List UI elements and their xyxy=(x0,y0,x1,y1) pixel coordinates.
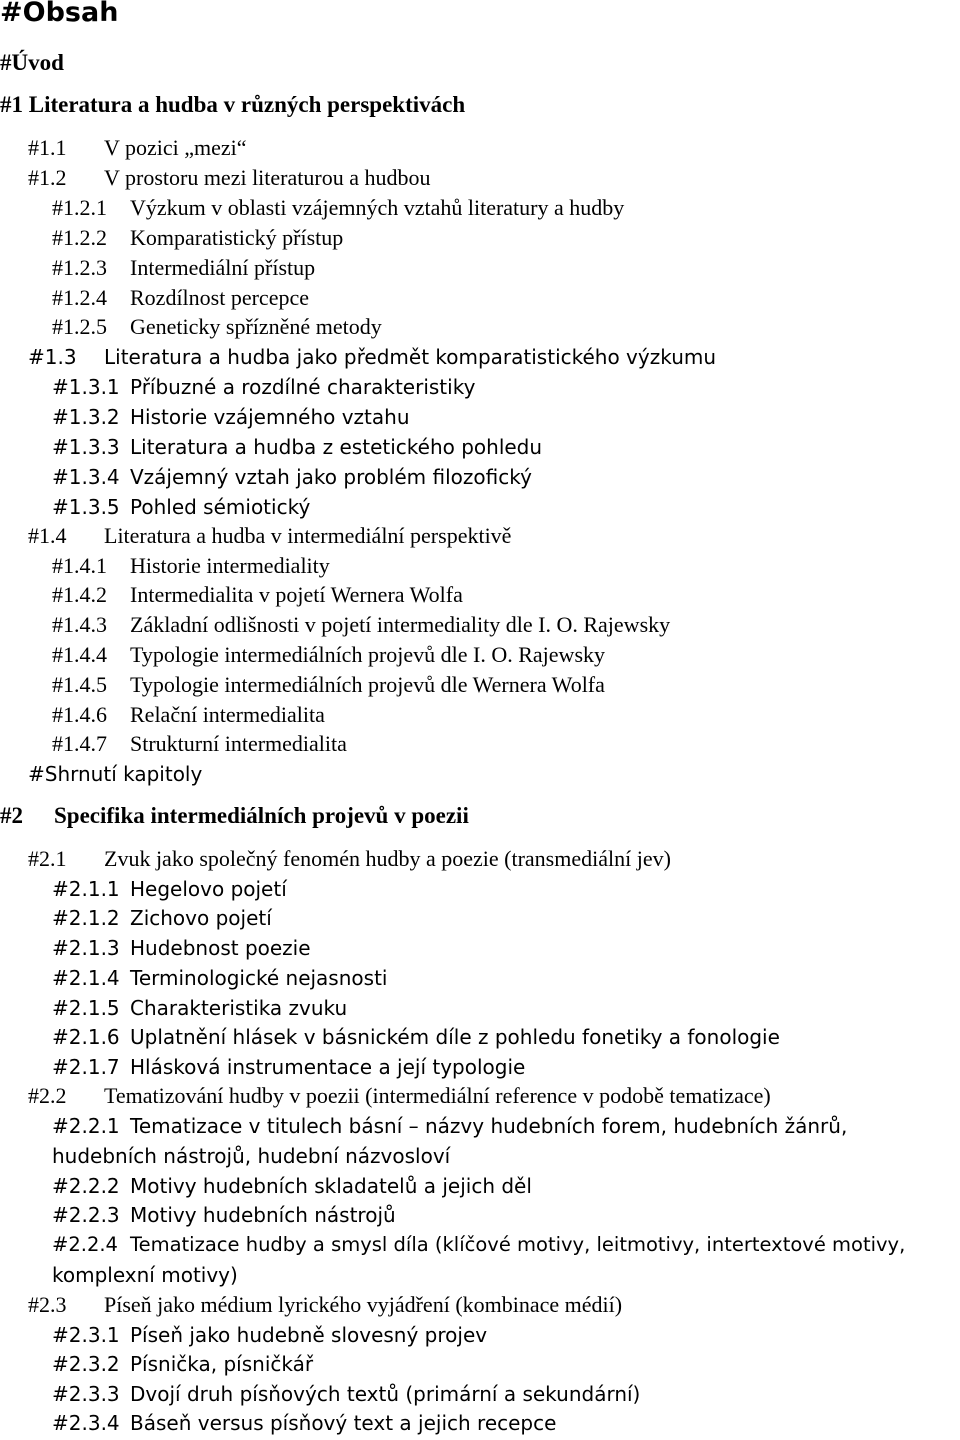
toc-item[interactable] xyxy=(52,432,542,462)
toc-item-number: #2.2 xyxy=(28,1083,67,1108)
toc-item[interactable] xyxy=(52,1230,905,1260)
toc-item[interactable] xyxy=(52,1320,487,1350)
toc-item-number: #1.3.3 xyxy=(52,435,120,459)
toc-item-number: #1.2.2 xyxy=(52,225,107,250)
toc-item-number: #1.3.5 xyxy=(52,495,120,519)
toc-item[interactable] xyxy=(52,1408,556,1438)
toc-item[interactable] xyxy=(52,283,309,313)
toc-item-label: Motivy hudebních skladatelů a jejich děl xyxy=(130,1174,532,1198)
toc-item-label: Tematizace v titulech básní – názvy hudebních forem, hudebních žánrů, xyxy=(130,1114,848,1138)
toc-item-number: #1.2.1 xyxy=(52,195,107,220)
toc-item-number: #2.2.3 xyxy=(52,1203,120,1227)
toc-item-number: #1.2.4 xyxy=(52,285,107,310)
toc-item-label: Historie intermediality xyxy=(130,553,330,578)
toc-item[interactable] xyxy=(52,670,605,700)
toc-item-label: Typologie intermediálních projevů dle Wernera Wolfa xyxy=(130,672,605,697)
toc-item[interactable] xyxy=(52,1349,313,1379)
toc-item[interactable] xyxy=(52,580,463,610)
toc-item[interactable] xyxy=(52,1052,525,1082)
toc-item-label: V prostoru mezi literaturou a hudbou xyxy=(104,165,431,190)
toc-item[interactable] xyxy=(52,640,605,670)
toc-item-label: Dvojí druh písňových textů (primární a sekundární) xyxy=(130,1382,641,1406)
toc-item[interactable] xyxy=(28,133,247,163)
toc-item-number: #1.4.6 xyxy=(52,702,107,727)
toc-item[interactable] xyxy=(52,1111,847,1141)
toc-item[interactable] xyxy=(28,1081,771,1111)
toc-item-number: #2.1.2 xyxy=(52,906,120,930)
toc-item-label: Typologie intermediálních projevů dle I. O. Rajewsky xyxy=(130,642,606,667)
toc-item-label: Píseň jako hudebně slovesný projev xyxy=(130,1323,488,1347)
toc-item-number: #1.4.2 xyxy=(52,582,107,607)
toc-item-label: Intermediální přístup xyxy=(130,255,316,280)
toc-item-label: Geneticky spřízněné metody xyxy=(130,314,382,339)
toc-item-number: #2.1.6 xyxy=(52,1025,120,1049)
toc-item[interactable] xyxy=(52,1379,640,1409)
toc-item[interactable] xyxy=(28,1290,622,1320)
toc-item[interactable] xyxy=(52,551,330,581)
toc-item[interactable] xyxy=(28,521,511,551)
toc-item[interactable] xyxy=(52,1200,396,1230)
toc-item-label: Literatura a hudba z estetického pohledu xyxy=(130,435,543,459)
toc-item[interactable] xyxy=(52,253,315,283)
toc-item-label: Písnička, písničkář xyxy=(130,1352,314,1376)
toc-item-label: Tematizace hudby a smysl díla (klíčové motivy, leitmotivy, intertextové motivy, xyxy=(130,1233,906,1256)
toc-item-label: V pozici „mezi“ xyxy=(104,135,247,160)
toc-item-continuation: komplexní motivy) xyxy=(52,1263,238,1287)
toc-item-label: Rozdílnost percepce xyxy=(130,285,309,310)
toc-item[interactable] xyxy=(52,372,475,402)
toc-item-label: Základní odlišnosti v pojetí intermediality dle I. O. Rajewsky xyxy=(130,612,671,637)
toc-item-number: #1.3.4 xyxy=(52,465,120,489)
toc-item-number: #2.1.3 xyxy=(52,936,120,960)
toc-item[interactable] xyxy=(52,193,624,223)
toc-item[interactable] xyxy=(28,163,430,193)
toc-item-label: Komparatistický přístup xyxy=(130,225,344,250)
page-title: #Obsah xyxy=(0,0,119,28)
toc-item[interactable] xyxy=(52,903,272,933)
toc-item-number: #1.1 xyxy=(28,135,67,160)
toc-item-number: #1.3 xyxy=(28,345,77,369)
toc-item-number: #2.1.4 xyxy=(52,966,120,990)
toc-item-number: #2.3.4 xyxy=(52,1411,120,1435)
toc-item-label: Historie vzájemného vztahu xyxy=(130,405,410,429)
toc-item-label: Hudebnost poezie xyxy=(130,936,311,960)
toc-item-label: Báseň versus písňový text a jejich recepce xyxy=(130,1411,557,1435)
toc-item-number: #1.4.7 xyxy=(52,731,107,756)
toc-item[interactable] xyxy=(28,342,716,372)
toc-item[interactable] xyxy=(52,993,347,1023)
toc-item[interactable] xyxy=(52,963,387,993)
toc-item[interactable] xyxy=(52,223,343,253)
toc-item-number: #2.1.5 xyxy=(52,996,120,1020)
toc-item[interactable] xyxy=(52,1022,780,1052)
toc-item[interactable] xyxy=(52,462,532,492)
toc-item-number: #2.2.1 xyxy=(52,1114,120,1138)
toc-item[interactable] xyxy=(52,1171,532,1201)
toc-item-label: Uplatnění hlásek v básnickém díle z pohledu fonetiky a fonologie xyxy=(130,1025,780,1049)
toc-chapter-label: Specifika intermediálních projevů v poezii xyxy=(54,803,469,828)
toc-item-number: #2.2.4 xyxy=(52,1233,118,1256)
toc-item[interactable] xyxy=(52,402,410,432)
toc-item[interactable] xyxy=(52,610,670,640)
toc-item-label: Intermedialita v pojetí Wernera Wolfa xyxy=(130,582,463,607)
toc-item-number: #2.1.7 xyxy=(52,1055,120,1079)
toc-item-label: Hegelovo pojetí xyxy=(130,877,287,901)
toc-item-number: #1.4.3 xyxy=(52,612,107,637)
toc-item-number: #2.3.3 xyxy=(52,1382,120,1406)
toc-item-label: Zichovo pojetí xyxy=(130,906,272,930)
toc-item-number: #1.2.5 xyxy=(52,314,107,339)
toc-item-number: #1.4.4 xyxy=(52,642,107,667)
toc-item-label: Charakteristika zvuku xyxy=(130,996,348,1020)
toc-item[interactable] xyxy=(52,700,325,730)
toc-item-label: Relační intermedialita xyxy=(130,702,325,727)
toc-item-number: #1.4.5 xyxy=(52,672,107,697)
toc-item-label: Strukturní intermedialita xyxy=(130,731,347,756)
toc-item-label: Pohled sémiotický xyxy=(130,495,311,519)
toc-item[interactable] xyxy=(52,729,347,759)
toc-item-number: #1.3.1 xyxy=(52,375,120,399)
toc-item-label: Literatura a hudba v intermediální perspektivě xyxy=(104,523,512,548)
toc-item-number: #1.3.2 xyxy=(52,405,120,429)
toc-item[interactable] xyxy=(52,874,287,904)
toc-item-label: Píseň jako médium lyrického vyjádření (kombinace médií) xyxy=(104,1292,623,1317)
toc-item-label: Hlásková instrumentace a její typologie xyxy=(130,1055,526,1079)
toc-item-label: Vzájemný vztah jako problém filozofický xyxy=(130,465,532,489)
toc-item-continuation: hudebních nástrojů, hudební názvosloví xyxy=(52,1144,451,1168)
toc-item[interactable] xyxy=(28,844,671,874)
toc-item[interactable] xyxy=(52,492,310,522)
toc-item-number: #2.3.1 xyxy=(52,1323,120,1347)
toc-chapter-summary[interactable]: #Shrnutí kapitoly xyxy=(28,762,203,786)
toc-chapter-number: #2 xyxy=(0,803,23,828)
toc-item-number: #1.2 xyxy=(28,165,67,190)
toc-item-number: #1.2.3 xyxy=(52,255,107,280)
toc-item-label: Tematizování hudby v poezii (intermediální reference v podobě tematizace) xyxy=(104,1083,771,1108)
toc-item-number: #2.1 xyxy=(28,846,67,871)
toc-chapter-1-heading[interactable]: #1 Literatura a hudba v různých perspektivách xyxy=(0,92,466,117)
toc-item-label: Výzkum v oblasti vzájemných vztahů literatury a hudby xyxy=(130,195,625,220)
toc-item[interactable] xyxy=(52,312,382,342)
toc-item-number: #1.4.1 xyxy=(52,553,107,578)
toc-item-number: #2.2.2 xyxy=(52,1174,120,1198)
toc-item-number: #2.3 xyxy=(28,1292,67,1317)
toc-item-label: Příbuzné a rozdílné charakteristiky xyxy=(130,375,476,399)
toc-item-number: #2.1.1 xyxy=(52,877,120,901)
toc-item-label: Motivy hudebních nástrojů xyxy=(130,1203,396,1227)
toc-item[interactable] xyxy=(52,933,311,963)
toc-item-number: #1.4 xyxy=(28,523,67,548)
toc-item-label: Zvuk jako společný fenomén hudby a poezie (transmediální jev) xyxy=(104,846,671,871)
toc-item-label: Literatura a hudba jako předmět komparatistického výzkumu xyxy=(104,345,717,369)
toc-item-number: #2.3.2 xyxy=(52,1352,120,1376)
toc-intro[interactable]: #Úvod xyxy=(0,50,64,75)
toc-chapter-2-heading[interactable] xyxy=(0,801,469,831)
toc-item-label: Terminologické nejasnosti xyxy=(130,966,388,990)
